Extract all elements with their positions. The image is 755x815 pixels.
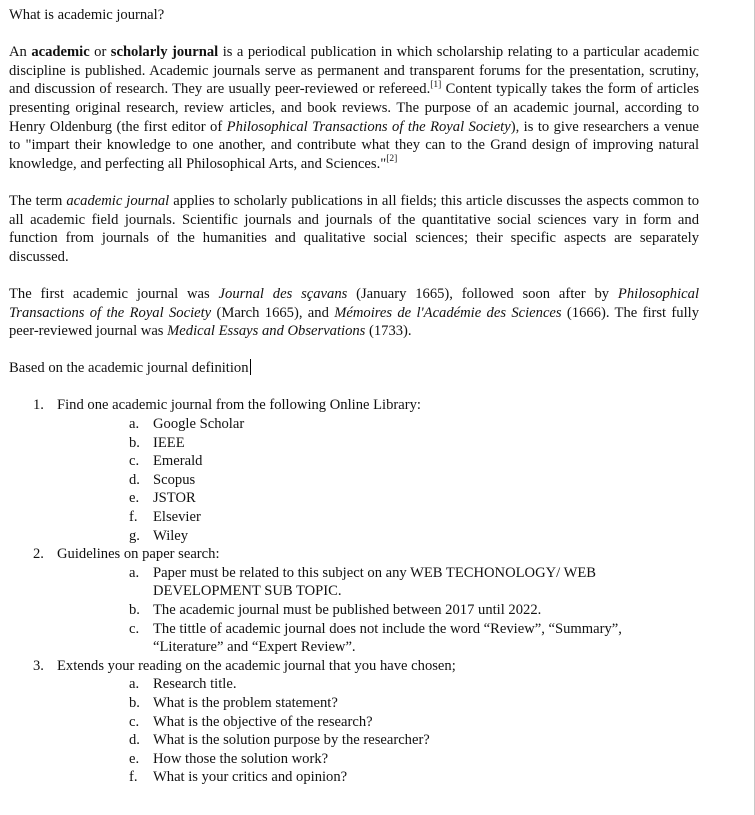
sublist-item: d. Scopus [129, 471, 196, 488]
sublist-item: g. Wiley [129, 527, 189, 544]
sublist-item: b. What is the problem statement? [129, 694, 338, 711]
instructions-list [9, 396, 699, 786]
paragraph-scope: The term academic journal applies to scholarly publications in all fields; this article discusses the aspects common to all academic field journals. Scientific journals and journals of the quantitative social sciences vary in form and function from journals of the humanities and qualitative social sciences; their specific aspects are separately discussed. [9, 192, 699, 265]
sublist-item: f. What is your critics and opinion? [129, 769, 348, 786]
citation-ref-2[interactable]: [2] [386, 153, 398, 164]
sublist-item: d. What is the solution purpose by the researcher? [129, 732, 430, 749]
paragraph-definition: An academic or scholarly journal is a periodical publication in which scholarship relating to a particular academic discipline is published. Academic journals serve as permanent and transparent forums for the presentation, scrutiny, and discussion of research. They are usually peer-reviewed or refereed.[1] Content typically takes the form of articles presenting original research, review articles, and book reviews. The purpose of an academic journal, according to Henry Oldenburg (the first editor of Philosophical Transactions of the Royal Society), is to give researchers a venue to "impart their knowledge to one another, and contribute what they can to the Grand design of improving natural knowledge, and perfecting all Philosophical Arts, and Sciences."[2] [9, 44, 700, 172]
sublist-item: e. JSTOR [129, 490, 196, 507]
sublist-item: b. IEEE [129, 434, 185, 451]
list-item: 3. Extends your reading on the academic journal that you have chosen; a. Research title. b. What is the problem statement? c. What is the objective of the research? d. What is the solution purpose by the researcher? e. How those the solution work? f. What is your critics and opinion? [9, 657, 699, 787]
list-item: 2. Guidelines on paper search: a. Paper must be related to this subject on any WEB TECHONOLOGY/ WEB DEVELOPMENT SUB TOPIC. b. The academic journal must be published between 2017 until 2022. c. The tittle of academic journal does not include the word “Review”, “Summary”, “Literature” and “Expert Review”. [9, 545, 699, 657]
sublist-online-libraries [57, 415, 699, 545]
question-heading: What is academic journal? [9, 7, 165, 23]
sublist-item: c. The tittle of academic journal does not include the word “Review”, “Summary”, “Literature” and “Expert Review”. [129, 620, 622, 656]
sublist-item: b. The academic journal must be published between 2017 until 2022. [129, 602, 542, 618]
instructions-intro: Based on the academic journal definition [9, 360, 249, 377]
sublist-item: f. Elsevier [129, 509, 201, 526]
sublist-reading-questions [57, 675, 699, 787]
list-item: 1. Find one academic journal from the following Online Library: a. Google Scholar b. IEEE c. Emerald d. Scopus e. JSTOR f. Elsevier g. Wiley [9, 396, 699, 545]
sublist-item: c. What is the objective of the research? [129, 713, 373, 730]
sublist-item: a. Research title. [129, 676, 237, 693]
sublist-item: c. Emerald [129, 453, 203, 470]
sublist-guidelines [57, 564, 699, 657]
citation-ref-1[interactable]: [1] [430, 79, 442, 90]
document-body[interactable] [9, 6, 699, 787]
sublist-item: a. Paper must be related to this subject on any WEB TECHONOLOGY/ WEB DEVELOPMENT SUB TOPIC. [129, 564, 597, 600]
text-cursor [250, 359, 251, 375]
paragraph-history: The first academic journal was Journal des sçavans (January 1665), followed soon after by Philosophical Transactions of the Royal Society (March 1665), and Mémoires de l'Académie des Sciences (1666). The first fully peer-reviewed journal was Medical Essays and Observations (1733). [9, 285, 699, 340]
sublist-item: a. Google Scholar [129, 416, 245, 433]
sublist-item: e. How those the solution work? [129, 750, 329, 767]
